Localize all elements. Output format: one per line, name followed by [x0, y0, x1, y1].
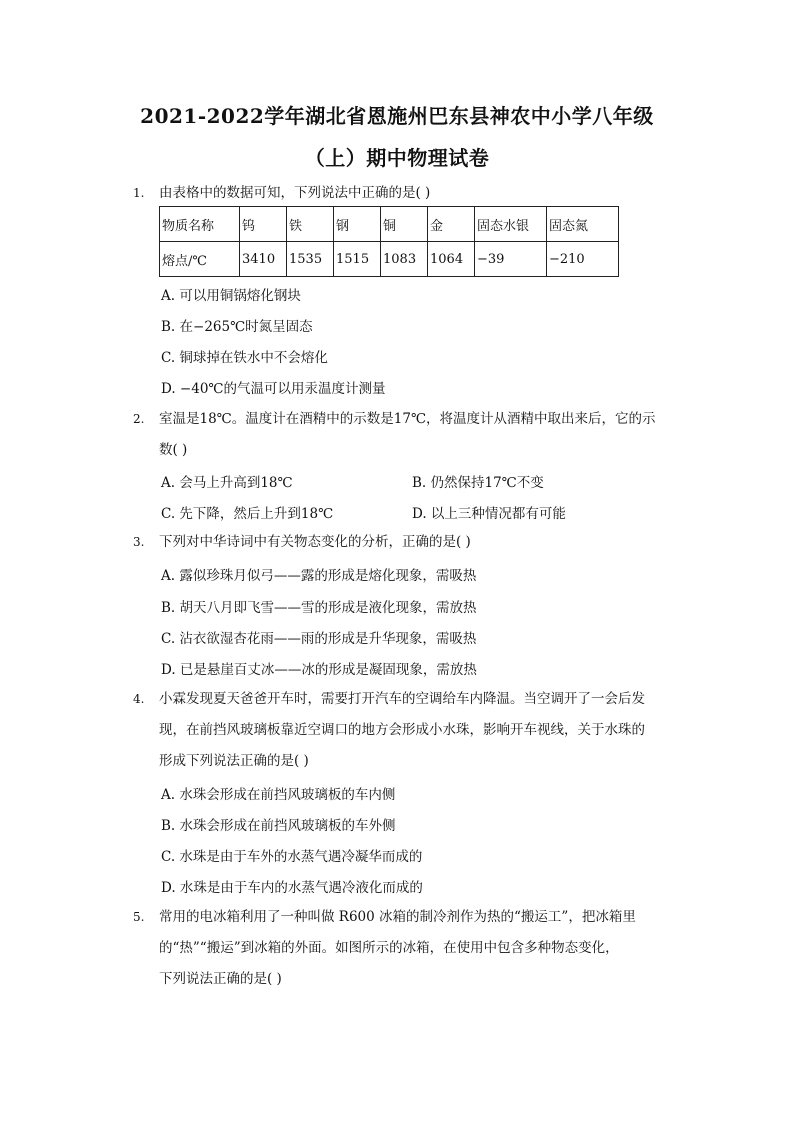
option-d: D. 已是悬崖百丈冰——冰的形成是凝固现象，需放热 [161, 662, 477, 678]
table-cell: 1064 [428, 242, 475, 277]
option-c: C. 先下降，然后上升到18℃ [161, 506, 334, 522]
question-text: 由表格中的数据可知，下列说法中正确的是( ) [159, 185, 431, 201]
option-a: A. 水珠会形成在前挡风玻璃板的车内侧 [161, 787, 396, 803]
table-cell: 铜 [381, 207, 428, 242]
table-cell: 钨 [240, 207, 287, 242]
melting-point-table [159, 206, 619, 277]
option-c: C. 铜球掉在铁水中不会熔化 [161, 350, 328, 366]
table-cell: 金 [428, 207, 475, 242]
question-3 [133, 527, 673, 558]
option-c: C. 沾衣欲湿杏花雨——雨的形成是升华现象，需吸热 [161, 631, 477, 647]
question-4 [133, 684, 673, 777]
option-a: A. 会马上升高到18℃ [161, 475, 293, 491]
question-text-line1: 室温是18℃。温度计在酒精中的示数是17℃，将温度计从酒精中取出来后，它的示 [159, 411, 656, 427]
option-a: A. 露似珍珠月似弓——露的形成是熔化现象，需吸热 [161, 568, 477, 584]
option-c: C. 水珠是由于车外的水蒸气遇冷凝华而成的 [161, 849, 423, 865]
exam-title-line1: 2021-2022学年湖北省恩施州巴东县神农中小学八年级 [140, 104, 654, 128]
table-cell: −210 [547, 242, 619, 277]
option-b: B. 仍然保持17℃不变 [412, 475, 544, 491]
table-cell: 钢 [334, 207, 381, 242]
table-row [160, 207, 619, 242]
table-cell: 物质名称 [160, 207, 240, 242]
option-a: A. 可以用铜锅熔化钢块 [161, 288, 301, 304]
table-cell: 固态水银 [475, 207, 547, 242]
question-number: 4. [133, 692, 145, 706]
question-text: 下列对中华诗词中有关物态变化的分析，正确的是( ) [159, 534, 471, 550]
table-cell: 铁 [287, 207, 334, 242]
option-d: D. −40℃的气温可以用汞温度计测量 [161, 381, 386, 397]
table-cell: −39 [475, 242, 547, 277]
option-b: B. 水珠会形成在前挡风玻璃板的车外侧 [161, 818, 396, 834]
table-row [160, 242, 619, 277]
question-1 [133, 178, 673, 209]
question-number: 5. [133, 910, 145, 924]
table-cell: 熔点/℃ [160, 242, 240, 277]
option-b: B. 胡天八月即飞雪——雪的形成是液化现象，需放热 [161, 600, 477, 616]
question-text-line2: 现，在前挡风玻璃板靠近空调口的地方会形成小水珠，影响开车视线，关于水珠的 [159, 722, 645, 738]
exam-title-line2: （上）期中物理试卷 [304, 146, 490, 170]
table-cell: 固态氮 [547, 207, 619, 242]
question-number: 3. [133, 535, 145, 549]
option-d: D. 以上三种情况都有可能 [412, 506, 566, 522]
question-5 [133, 902, 673, 995]
option-b: B. 在−265℃时氮呈固态 [161, 319, 313, 335]
question-text-line3: 下列说法正确的是( ) [159, 971, 282, 987]
question-text-line1: 小霖发现夏天爸爸开车时，需要打开汽车的空调给车内降温。当空调开了一会后发 [159, 691, 645, 707]
question-2 [133, 404, 673, 466]
table-cell: 1535 [287, 242, 334, 277]
question-number: 2. [133, 412, 145, 426]
question-text-line2: 数( ) [159, 442, 188, 458]
question-text-line3: 形成下列说法正确的是( ) [159, 753, 309, 769]
option-d: D. 水珠是由于车内的水蒸气遇冷液化而成的 [161, 880, 423, 896]
table-cell: 1083 [381, 242, 428, 277]
question-text-line1: 常用的电冰箱利用了一种叫做 R600 冰箱的制冷剂作为热的“搬运工”，把冰箱里 [159, 909, 636, 925]
table-cell: 1515 [334, 242, 381, 277]
table-cell: 3410 [240, 242, 287, 277]
question-number: 1. [133, 186, 145, 200]
question-text-line2: 的“热”“搬运”到冰箱的外面。如图所示的冰箱，在使用中包含多种物态变化， [159, 940, 619, 956]
